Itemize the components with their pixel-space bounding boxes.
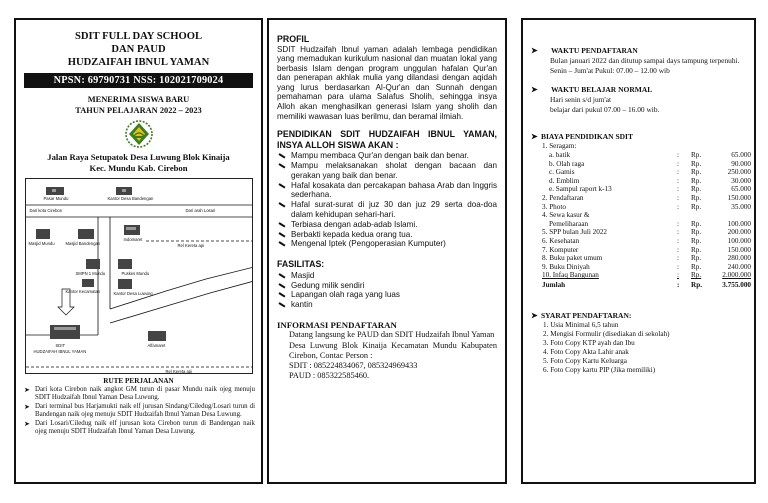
check-bullet-icon bbox=[279, 183, 286, 188]
map-label-kantor-desa-luwung: Kantor Desa Luwung bbox=[113, 291, 153, 296]
fee-group-2 bbox=[537, 220, 751, 280]
fee-amount: 100.000 bbox=[727, 219, 751, 228]
info-line: Desa Luwung Blok Kinaija Kecamatan Mundu Kabupaten Cirebon, Contac Person : bbox=[289, 340, 497, 360]
check-bullet-icon bbox=[279, 302, 286, 307]
check-bullet-icon bbox=[279, 222, 286, 227]
fee-total-label: Jumlah bbox=[542, 280, 566, 289]
brochure-panel-middle bbox=[267, 18, 507, 484]
fee-label: 6. Kesehatan bbox=[542, 236, 580, 245]
fee-colon: : bbox=[677, 168, 679, 177]
fee-amount-text: 2.000.000 bbox=[722, 271, 751, 280]
fee-rp: Rp. bbox=[691, 176, 702, 185]
facilities-list bbox=[277, 271, 497, 310]
waktu-line: Bulan januari 2022 dan ditutup sampai days tampung terpenuhi. bbox=[550, 56, 740, 65]
fee-label: 1. Seragam: bbox=[542, 142, 577, 151]
fee-row bbox=[537, 228, 751, 237]
route-item: ➤ Dari kota Cirebon naik angkot GM turun di pasar Mundu naik ojeg menuju SDIT Hudzaifah Ibnul Yaman Desa Luwung. bbox=[24, 386, 255, 402]
fee-row bbox=[537, 185, 751, 194]
facility-item: kantin bbox=[277, 300, 497, 310]
arrow-bullet-icon: ➤ bbox=[24, 402, 30, 411]
fee-row bbox=[537, 211, 751, 220]
check-bullet-icon bbox=[279, 153, 286, 158]
fee-rp bbox=[691, 271, 711, 280]
belajar-line: Hari senin s/d jum'at bbox=[550, 95, 612, 105]
fee-row bbox=[537, 254, 751, 263]
facility-item: Gedung milik sendiri bbox=[277, 281, 497, 291]
requirements-list bbox=[543, 321, 754, 374]
goal-item: Terbiasa dengan adab-adab Islami. bbox=[277, 220, 497, 230]
fee-table bbox=[537, 142, 751, 289]
fee-label-text: 10. Infaq Bangunan bbox=[542, 271, 599, 280]
requirement-item: 2. Mengisi Formulir (disediakan di sekolah) bbox=[543, 330, 670, 339]
biaya-heading: ➤ BIAYA PENDIDIKAN SDIT bbox=[531, 132, 633, 142]
map-label-masjid-bandengan: Masjid Bandengan bbox=[65, 241, 101, 246]
fee-row bbox=[537, 246, 751, 255]
route-list bbox=[24, 386, 255, 436]
map-label-dari-arah-losari: Dari arah Losari bbox=[185, 208, 216, 213]
check-bullet-icon bbox=[279, 283, 286, 288]
map-label-kantor-kecamatan: Kantor Kecamatan bbox=[65, 289, 101, 294]
fee-colon: : bbox=[677, 262, 679, 271]
map-label-smpn-1-mundu: SMPN 1 Mundu bbox=[75, 271, 106, 276]
fee-label: 9. Buku Diniyah bbox=[542, 262, 590, 271]
location-map bbox=[25, 178, 253, 374]
map-label-sdit-full: HUDZAIFAH IBNUL YAMAN bbox=[33, 349, 87, 354]
fee-label: b. Olah raga bbox=[549, 159, 585, 168]
goal-item: Mampu melaksanakan sholat dengan bacaan dan gerakan yang baik dan benar. bbox=[277, 161, 497, 181]
map-label-alfamaret: Alfamaret bbox=[147, 343, 166, 348]
school-title-line-1: SDIT FULL DAY SCHOOL bbox=[74, 31, 203, 42]
fee-colon: : bbox=[677, 193, 679, 202]
fee-label: c. Gamis bbox=[549, 168, 575, 177]
fee-label: 7. Komputer bbox=[542, 245, 579, 254]
fee-amount bbox=[711, 271, 751, 280]
fee-total-row bbox=[537, 280, 751, 290]
arrow-bullet-icon: ➤ bbox=[531, 311, 538, 321]
fee-amount: 240.000 bbox=[727, 262, 751, 271]
fee-rp: Rp. bbox=[691, 254, 702, 263]
enrollment-headline bbox=[16, 94, 261, 116]
facilities-heading: FASILITAS: bbox=[277, 259, 325, 270]
map-label-masjid-mundu: Masjid Mundu bbox=[28, 241, 55, 246]
fee-amount: 200.000 bbox=[727, 228, 751, 237]
fee-amount: 35.000 bbox=[731, 202, 751, 211]
waktu-line: Senin – Jum'at Pukul: 07.00 – 12.00 wib bbox=[550, 65, 670, 75]
fee-rp-text: Rp. bbox=[691, 271, 702, 280]
map-label-indomaret: Indomaret bbox=[123, 237, 143, 242]
arrow-bullet-icon: ➤ bbox=[531, 46, 538, 55]
fee-colon: : bbox=[677, 228, 679, 237]
fee-label: 3. Photo bbox=[542, 202, 566, 211]
fee-colon bbox=[677, 271, 691, 280]
fee-amount: 100.000 bbox=[727, 236, 751, 245]
fee-rp: Rp. bbox=[691, 150, 702, 159]
waktu-belajar-heading: ➤ WAKTU BELAJAR NORMAL bbox=[531, 85, 653, 95]
check-bullet-icon bbox=[279, 292, 286, 297]
map-label-kantor-desa-bandengan: Kantor Desa Bandengan bbox=[107, 196, 154, 201]
fee-row bbox=[537, 263, 751, 272]
fee-amount: 30.000 bbox=[731, 176, 751, 185]
check-bullet-icon bbox=[279, 202, 286, 207]
map-label-sdit: SDIT bbox=[55, 343, 66, 348]
info-heading: INFORMASI PENDAFTARAN bbox=[277, 319, 397, 330]
fee-colon: : bbox=[677, 219, 679, 228]
address-line-1: Jalan Raya Setupatok Desa Luwung Blok Kinaija bbox=[47, 152, 230, 162]
school-title-line-2: DAN PAUD bbox=[111, 44, 166, 55]
fee-amount: 90.000 bbox=[731, 159, 751, 168]
fee-label: d. Emblim bbox=[549, 176, 580, 185]
headline-line-1: MENERIMA SISWA BARU bbox=[87, 95, 190, 104]
fee-colon: : bbox=[677, 185, 679, 194]
npsn-bar: NPSN: 69790731 NSS: 102021709024 bbox=[24, 73, 253, 88]
fee-row bbox=[537, 271, 751, 280]
info-line-paud-phone: PAUD : 085322585460. bbox=[289, 371, 370, 381]
route-item: ➤ Dari Losari/Ciledug naik elf jurusan kota Cirebon turun di Bandengan naik ojeg menuju SDIT Hudzaifah Ibnul Yaman Desa Luwung. bbox=[24, 419, 255, 436]
info-line-sdit-phone: SDIT : 085224834067, 085324969433 bbox=[289, 361, 418, 371]
fee-rp: Rp. bbox=[691, 185, 702, 194]
goal-item: Mampu membaca Qur'an dengan baik dan benar. bbox=[277, 151, 497, 161]
fee-amount: 65.000 bbox=[731, 185, 751, 194]
fee-row bbox=[537, 220, 751, 229]
school-title-line-3: HUDZAIFAH IBNUL YAMAN bbox=[67, 57, 210, 68]
waktu-pendaftaran-heading: ➤ WAKTU PENDAFTARAN bbox=[531, 46, 638, 55]
fee-rp: Rp. bbox=[691, 168, 702, 177]
fee-total-colon: : bbox=[677, 280, 680, 289]
fee-label: 4. Sewa kasur & bbox=[542, 211, 590, 220]
fee-label: Pemeliharaan bbox=[549, 219, 589, 228]
map-label-puskesmas-mundu: Puskes Mundu bbox=[121, 271, 150, 276]
fee-colon: : bbox=[677, 254, 679, 263]
goal-item: Hafal surat-surat di juz 30 dan juz 29 serta doa-doa dalam kehidupan sehari-hari. bbox=[277, 200, 497, 220]
check-bullet-icon bbox=[279, 241, 286, 246]
arrow-bullet-icon: ➤ bbox=[531, 132, 538, 142]
fee-row bbox=[537, 203, 751, 212]
goals-list bbox=[277, 151, 497, 249]
arrow-bullet-icon: ➤ bbox=[24, 419, 30, 428]
route-title: RUTE PERJALANAN bbox=[103, 377, 174, 385]
goal-item: Mengenal Iptek (Pengoperasian Kumputer) bbox=[277, 239, 497, 249]
fee-label: 2. Pendaftaran bbox=[542, 193, 584, 202]
map-label-pasar-mundu: Pasar Mundu bbox=[43, 196, 69, 201]
fee-rp: Rp. bbox=[691, 262, 702, 271]
profil-heading: PROFIL bbox=[277, 34, 310, 44]
check-bullet-icon bbox=[279, 232, 286, 237]
fee-colon: : bbox=[677, 176, 679, 185]
fee-colon: : bbox=[677, 202, 679, 211]
fee-colon: : bbox=[677, 245, 679, 254]
fee-amount: 280.000 bbox=[727, 254, 751, 263]
fee-group-1 bbox=[537, 151, 751, 211]
fee-row bbox=[537, 168, 751, 177]
fee-row bbox=[537, 142, 751, 151]
fee-total-amount: 3.755.000 bbox=[722, 280, 751, 289]
requirement-item: 4. Foto Copy Akta Lahir anak bbox=[543, 348, 629, 357]
belajar-line: belajar dari pukul 07.00 – 16.00 wib. bbox=[550, 104, 660, 114]
school-logo bbox=[16, 119, 261, 149]
headline-line-2: TAHUN PELAJARAN 2022 – 2023 bbox=[75, 106, 202, 115]
arrow-bullet-icon: ➤ bbox=[531, 85, 538, 95]
fee-rp: Rp. bbox=[691, 202, 702, 211]
school-address bbox=[16, 152, 261, 174]
fee-amount: 65.000 bbox=[731, 150, 751, 159]
school-emblem-icon bbox=[122, 119, 156, 149]
requirement-item: 1. Usia Minimal 6,5 tahun bbox=[543, 321, 619, 330]
requirement-item: 3. Foto Copy KTP ayah dan Ibu bbox=[543, 339, 635, 348]
fee-row bbox=[537, 151, 751, 160]
fee-rp: Rp. bbox=[691, 228, 702, 237]
fee-amount: 150.000 bbox=[727, 245, 751, 254]
fee-label: 5. SPP bulan Juli 2022 bbox=[542, 228, 608, 237]
fee-amount: 250.000 bbox=[727, 168, 751, 177]
fee-label bbox=[537, 271, 677, 280]
school-title bbox=[16, 30, 261, 69]
fee-colon: : bbox=[677, 150, 679, 159]
syarat-heading: ➤ SYARAT PENDAFTARAN: bbox=[531, 311, 632, 321]
fee-row bbox=[537, 160, 751, 169]
fee-label: a. batik bbox=[549, 150, 571, 159]
registration-info bbox=[269, 320, 505, 382]
fee-amount: 150.000 bbox=[727, 193, 751, 202]
fee-row bbox=[537, 177, 751, 186]
fee-rp: Rp. bbox=[691, 245, 702, 254]
facility-item: Lapangan olah raga yang luas bbox=[277, 290, 497, 300]
map-label-dari-kota-cirebon: Dari kota Cirebon bbox=[29, 208, 63, 213]
fee-colon: : bbox=[677, 159, 679, 168]
requirement-item: 6. Foto Copy kartu PIP (Jika memiliki) bbox=[543, 366, 656, 374]
fee-rp: Rp. bbox=[691, 159, 702, 168]
fee-row bbox=[537, 194, 751, 203]
info-line: Datang langsung ke PAUD dan SDIT Hudzaifah Ibnul Yaman bbox=[289, 330, 495, 340]
arrow-bullet-icon: ➤ bbox=[24, 386, 30, 394]
fee-colon-text: : bbox=[677, 271, 679, 280]
fee-rp: Rp. bbox=[691, 219, 702, 228]
fee-rp: Rp. bbox=[691, 236, 702, 245]
address-line-2: Kec. Mundu Kab. Cirebon bbox=[89, 163, 188, 173]
brochure-panel-left bbox=[14, 18, 263, 484]
fee-rp: Rp. bbox=[691, 193, 702, 202]
fee-label: e. Sampul raport k-13 bbox=[549, 185, 612, 194]
fee-label: 8. Buku paket umum bbox=[542, 254, 603, 263]
facility-item: Masjid bbox=[277, 271, 497, 281]
goals-heading: PENDIDIKAN SDIT HUDZAIFAH IBNUL YAMAN, INSYA ALLOH SISWA AKAN : bbox=[277, 129, 497, 150]
goal-item: Hafal kosakata dan percakapan bahasa Arab dan Inggris sederhana. bbox=[277, 181, 497, 201]
fee-row bbox=[537, 237, 751, 246]
profil-text: SDIT Hudzaifah Ibnul yaman adalah lembaga pendidikan yang memadukan kurikulum nasional dan muatan lokal yang berbasis Islam dengan program unggulan hafalan Qur'an dan penerapan akhlak mulia yang dilandasi dengan aqidah yang lurus berdasarkan Al-Qur'an dan Sunnah dengan pemahaman para ulama Salafus Sholih, sehingga insya Alloh akan menghasilkan generasi Islam yang sholih dan memiliki wawasan luas berilmu, dan beramal ilmiah. bbox=[277, 44, 497, 121]
check-bullet-icon bbox=[279, 273, 286, 278]
route-item: ➤ Dari terminal bus Harjamukti naik elf jurusan Sindang/Ciledug/Losari turun di Bandengan naik ojeg menuju SDIT Hudzaifah Ibnul Yaman Desa Luwung. bbox=[24, 402, 255, 419]
map-label-rel-kereta-api-1: Rel Kereta api bbox=[177, 243, 205, 248]
map-label-rel-kereta-api-2: Rel Kereta api bbox=[165, 369, 193, 374]
fee-colon: : bbox=[677, 236, 679, 245]
requirement-item: 5. Foto Copy Kartu Keluarga bbox=[543, 357, 627, 366]
goal-item: Berbakti kepada kedua orang tua. bbox=[277, 230, 497, 240]
brochure-panel-right bbox=[521, 18, 756, 484]
fee-total-rp: Rp. bbox=[691, 280, 702, 289]
check-bullet-icon bbox=[279, 163, 286, 168]
